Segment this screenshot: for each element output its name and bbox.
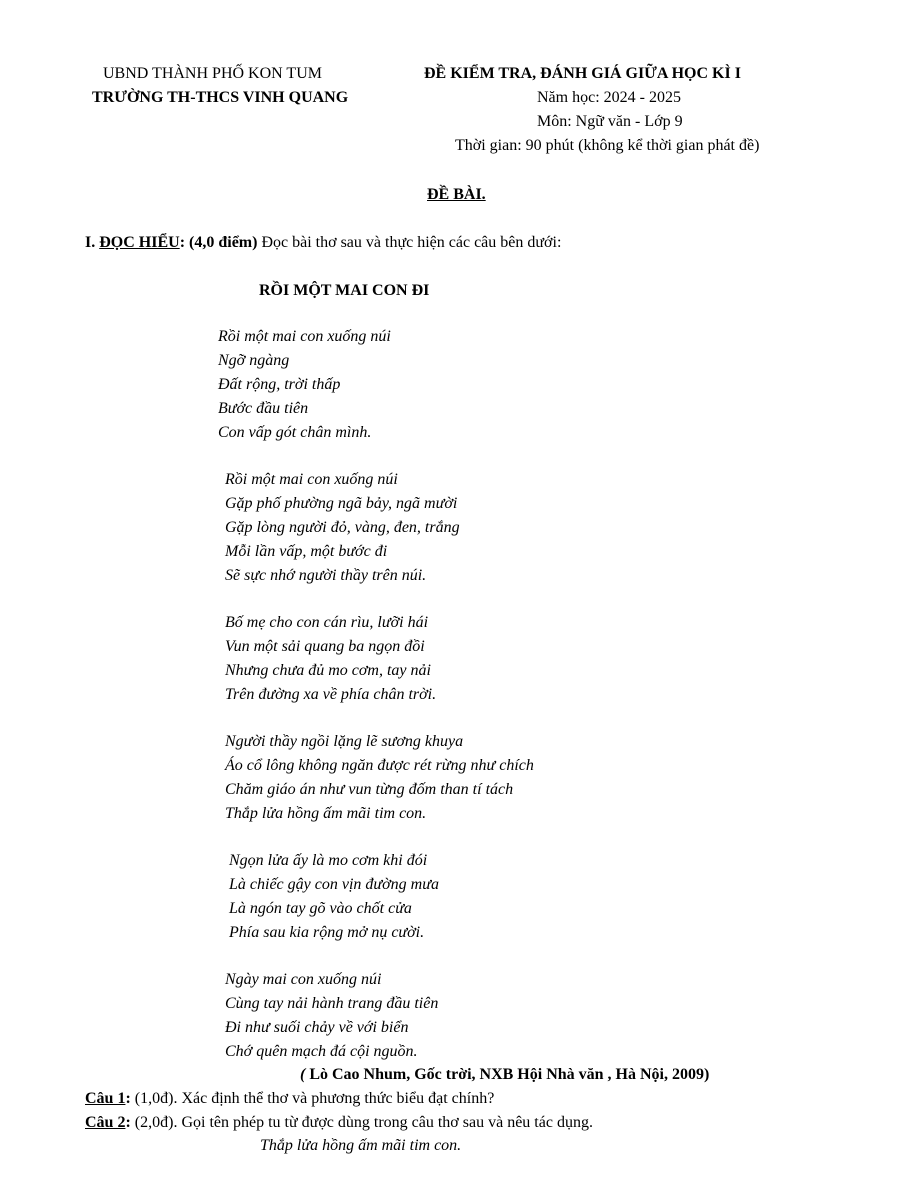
poem-line: Con vấp gót chân mình. <box>218 424 372 441</box>
section1-colon: : <box>179 234 186 251</box>
exam-heading: ĐỀ BÀI. <box>427 186 486 203</box>
poem-line: Cùng tay nải hành trang đầu tiên <box>225 995 439 1012</box>
exam-title: ĐỀ KIỂM TRA, ĐÁNH GIÁ GIỮA HỌC KÌ I <box>424 65 741 82</box>
section1-title: ĐỌC HIỂU <box>99 234 180 251</box>
poem-line: Người thầy ngồi lặng lẽ sương khuya <box>225 733 464 750</box>
school-year: Năm học: 2024 - 2025 <box>537 89 681 106</box>
question-1-label: Câu 1 <box>85 1090 126 1107</box>
section1-heading <box>85 234 561 252</box>
poem-source-open: ( <box>300 1066 310 1083</box>
question-1-colon: : <box>125 1090 131 1107</box>
poem-source-text: Lò Cao Nhum, Gốc trời, NXB Hội Nhà văn , Hà Nội, 2009) <box>309 1066 710 1083</box>
poem-line: Chăm giáo án như vun từng đốm than tí tách <box>225 781 514 798</box>
poem-source <box>300 1066 709 1084</box>
question-1-text: (1,0đ). Xác định thể thơ và phương thức biểu đạt chính? <box>130 1090 495 1107</box>
section1-instruction: Đọc bài thơ sau và thực hiện các câu bên dưới: <box>257 234 562 251</box>
poem-line: Áo cổ lông không ngăn được rét rừng như chích <box>225 757 534 774</box>
poem-line: Gặp lòng người đỏ, vàng, đen, trắng <box>225 519 460 536</box>
poem-line: Ngọn lửa ấy là mo cơm khi đói <box>229 852 428 869</box>
question-2-colon: : <box>125 1114 131 1131</box>
poem-line: Đất rộng, trời thấp <box>218 376 341 393</box>
poem-line: Là chiếc gậy con vịn đường mưa <box>229 876 439 893</box>
poem-line: Vun một sải quang ba ngọn đồi <box>225 638 425 655</box>
header-school-name: TRƯỜNG TH-THCS VINH QUANG <box>92 89 349 106</box>
poem-line: Bước đầu tiên <box>218 400 309 417</box>
poem-line: Đi như suối chảy về với biển <box>225 1019 409 1036</box>
question-2-quote: Thắp lửa hồng ấm mãi tim con. <box>260 1137 462 1154</box>
question-2 <box>85 1114 593 1132</box>
question-1 <box>85 1090 494 1108</box>
subject-line: Môn: Ngữ văn - Lớp 9 <box>537 113 683 130</box>
poem-line: Rồi một mai con xuống núi <box>225 471 398 488</box>
poem-title: RỒI MỘT MAI CON ĐI <box>259 282 430 299</box>
poem-line: Bố mẹ cho con cán rìu, lưỡi hái <box>225 614 429 631</box>
poem-line: Mỗi lần vấp, một bước đi <box>225 543 388 560</box>
poem-line: Ngày mai con xuống núi <box>225 971 382 988</box>
question-2-text: (2,0đ). Gọi tên phép tu từ được dùng trong câu thơ sau và nêu tác dụng. <box>130 1114 593 1131</box>
section1-points: (4,0 điểm) <box>185 234 258 251</box>
poem-line: Rồi một mai con xuống núi <box>218 328 391 345</box>
poem-line: Sẽ sực nhớ người thầy trên núi. <box>225 567 427 584</box>
poem-line: Phía sau kia rộng mở nụ cười. <box>229 924 425 941</box>
poem-line: Là ngón tay gõ vào chốt cửa <box>229 900 412 917</box>
question-2-label: Câu 2 <box>85 1114 126 1131</box>
section1-prefix: I. <box>85 234 100 251</box>
poem-line: Trên đường xa về phía chân trời. <box>225 686 437 703</box>
duration-line: Thời gian: 90 phút (không kể thời gian phát đề) <box>455 137 760 154</box>
poem-line: Thắp lửa hồng ấm mãi tim con. <box>225 805 427 822</box>
poem-line: Nhưng chưa đủ mo cơm, tay nải <box>225 662 431 679</box>
poem-line: Ngỡ ngàng <box>218 352 290 369</box>
header-authority: UBND THÀNH PHỐ KON TUM <box>103 65 322 82</box>
poem-line: Gặp phố phường ngã bảy, ngã mười <box>225 495 458 512</box>
poem-line: Chớ quên mạch đá cội nguồn. <box>225 1043 418 1060</box>
